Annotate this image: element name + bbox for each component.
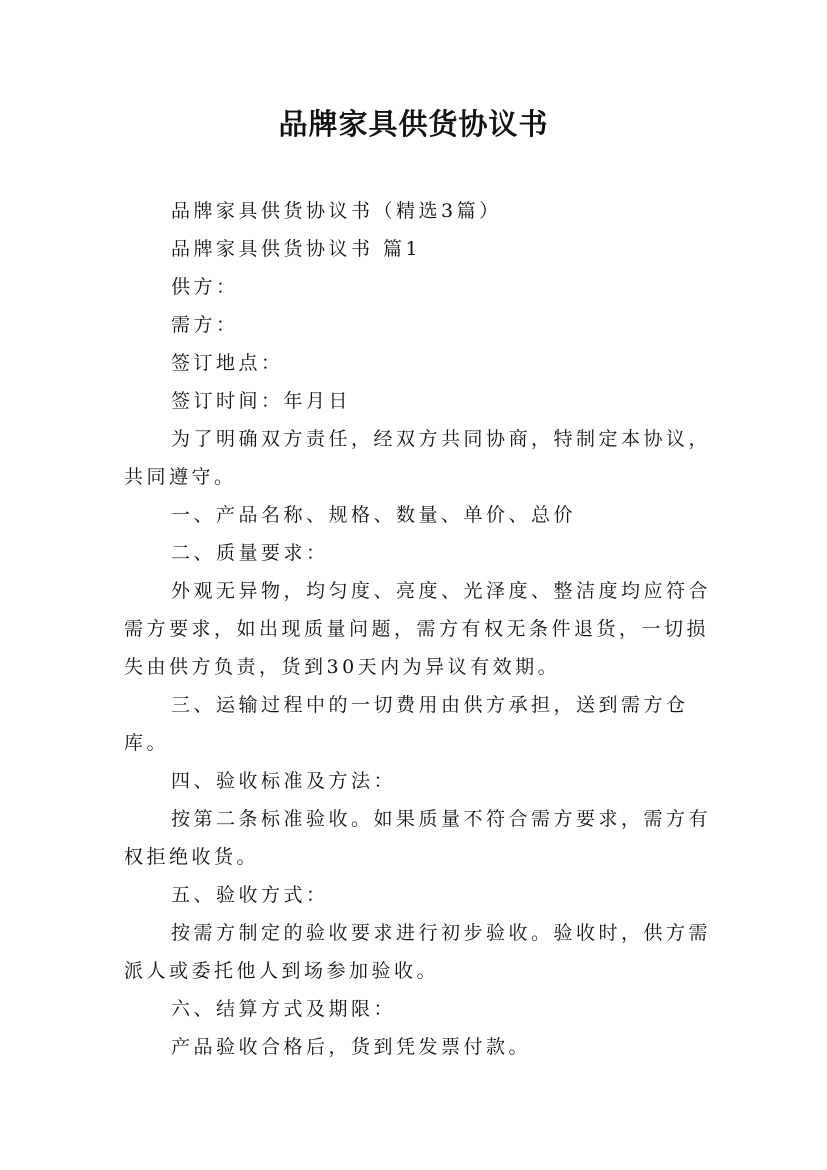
paragraph-clause-6-body: 产品验收合格后，货到凭发票付款。 (171, 1036, 532, 1058)
paragraph-supplier: 供方： (171, 276, 239, 298)
paragraph-clause-4: 四、验收标准及方法： (171, 770, 397, 792)
paragraph-subtitle: 品牌家具供货协议书（精选3篇） (171, 200, 502, 222)
paragraph-clause-6: 六、结算方式及期限： (171, 998, 397, 1020)
paragraph-intro: 为了明确双方责任，经双方共同协商，特制定本协议，共同遵守。 (124, 428, 712, 488)
paragraph-clause-3: 三、运输过程中的一切费用由供方承担，送到需方仓库。 (124, 694, 689, 754)
document-body (124, 192, 714, 1066)
paragraph-buyer: 需方： (171, 314, 239, 336)
paragraph-clause-1: 一、产品名称、规格、数量、单价、总价 (171, 504, 577, 526)
paragraph-clause-2-body: 外观无异物，均匀度、亮度、光泽度、整洁度均应符合需方要求，如出现质量问题，需方有权无条件退货，一切损失由供方负责，货到30天内为异议有效期。 (124, 580, 712, 678)
paragraph-clause-4-body: 按第二条标准验收。如果质量不符合需方要求，需方有权拒绝收货。 (124, 808, 712, 868)
paragraph-clause-5: 五、验收方式： (171, 884, 329, 906)
paragraph-sign-time: 签订时间：年月日 (171, 390, 352, 412)
paragraph-clause-5-body: 按需方制定的验收要求进行初步验收。验收时，供方需派人或委托他人到场参加验收。 (124, 922, 712, 982)
document-title: 品牌家具供货协议书 (278, 107, 549, 141)
paragraph-part-heading: 品牌家具供货协议书 篇1 (171, 238, 422, 260)
paragraph-clause-2: 二、质量要求： (171, 542, 329, 564)
paragraph-sign-place: 签订地点： (171, 352, 284, 374)
